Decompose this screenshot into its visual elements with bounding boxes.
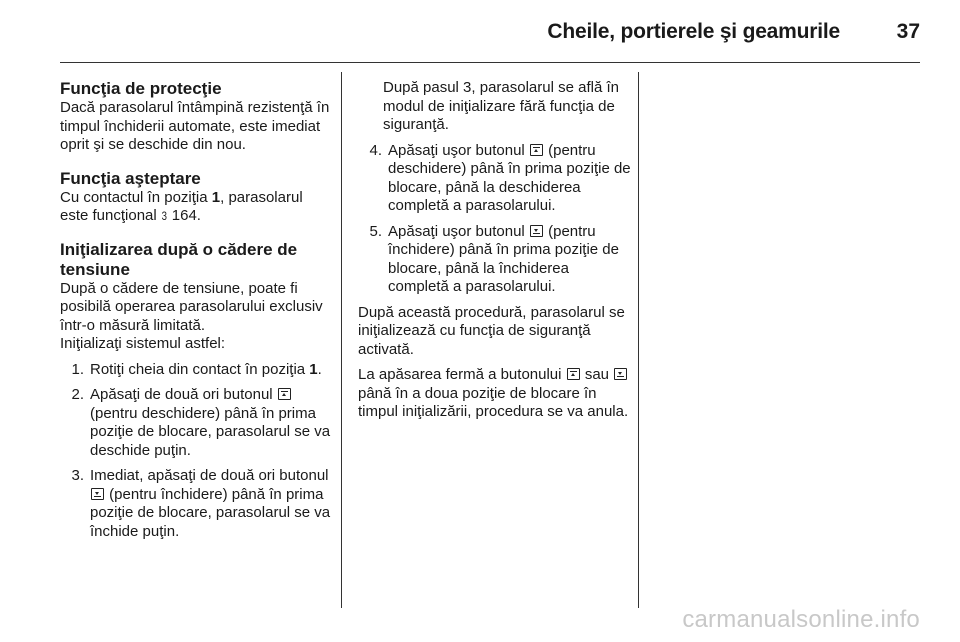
bold-position: 1 xyxy=(211,188,221,206)
list-item xyxy=(60,467,335,541)
list-item xyxy=(358,223,633,297)
header-rule xyxy=(60,62,920,63)
list-number: 4. xyxy=(369,141,382,159)
page-ref-arrow-icon: 3 xyxy=(161,209,167,223)
list-text xyxy=(90,467,335,541)
list-number: 2. xyxy=(71,386,84,403)
list-item xyxy=(60,386,335,460)
section-title-protection: Funcţia de protecţie xyxy=(60,79,222,98)
sunroof-close-button-icon xyxy=(91,488,104,500)
watermark: carmanualsonline.info xyxy=(682,606,920,633)
list-text xyxy=(90,386,335,460)
page-ref-link[interactable]: 164. xyxy=(167,207,201,224)
text-span: până în a doua poziţie de blocare în timpul iniţializării, procedura se va anula. xyxy=(358,384,629,420)
text-span: La apăsarea fermă a butonului xyxy=(358,366,566,383)
text-span: Apăsaţi uşor butonul xyxy=(388,141,529,159)
text-span: Apăsaţi uşor butonul xyxy=(388,222,529,240)
page-number: 37 xyxy=(896,20,920,43)
continuation-text: După pasul 3, parasolarul se află în modul de iniţializare fără funcţia de siguranţă. xyxy=(383,79,619,133)
header-title: Cheile, portierele şi geamurile xyxy=(547,20,840,43)
text-span: sau xyxy=(580,366,614,383)
text-span: Imediat, apăsaţi de două ori butonul xyxy=(90,467,329,484)
column-divider-1 xyxy=(341,72,342,608)
text-span: Rotiţi cheia din contact în poziţia xyxy=(90,360,310,378)
list-number: 5. xyxy=(369,222,382,240)
sunroof-open-button-icon xyxy=(278,388,291,400)
section-title-standby: Funcţia aşteptare xyxy=(60,168,201,188)
section-text-standby xyxy=(60,189,335,226)
paragraph-after-procedure: După această procedură, parasolarul se iniţializează cu funcţia de siguranţă activată. xyxy=(358,303,625,358)
sunroof-close-button-icon xyxy=(530,225,543,237)
text-span: (pentru închidere) până în prima poziţie de blocare, până la închiderea completă a parasolarului. xyxy=(388,222,619,295)
left-column xyxy=(60,79,335,541)
section-text-init-2: Iniţializaţi sistemul astfel: xyxy=(60,335,226,352)
bold-position: 1 xyxy=(309,360,318,378)
sunroof-close-button-icon xyxy=(614,368,627,380)
list-item xyxy=(60,361,335,380)
list-text xyxy=(90,361,335,380)
sunroof-open-button-icon xyxy=(567,368,580,380)
paragraph-cancel xyxy=(358,366,633,422)
text-span: . xyxy=(317,360,322,378)
list-text xyxy=(388,223,633,297)
list-number: 1. xyxy=(71,360,84,378)
list-number: 3. xyxy=(71,467,84,484)
section-text-protection: Dacă parasolarul întâmpină rezistenţă în timpul închiderii automate, este imediat oprit şi se deschide din nou. xyxy=(60,99,330,153)
text-span: , parasolarul este funcţional xyxy=(60,188,303,224)
text-span: (pentru închidere) până în prima poziţie de blocare, parasolarul se va închide puţin. xyxy=(90,485,331,540)
text-span: (pentru deschidere) până în prima poziţie de blocare, parasolarul se va deschide puţin. xyxy=(90,404,331,459)
section-title-init: Iniţializarea după o cădere de tensiune xyxy=(60,239,298,279)
text-span: (pentru deschidere) până în prima poziţie de blocare, până la deschiderea completă a parasolarului. xyxy=(388,141,631,214)
list-text xyxy=(388,142,633,216)
section-text-init: După o cădere de tensiune, poate fi posibilă operarea parasolarului exclusiv într-o măsură limitată. xyxy=(60,279,323,334)
column-divider-2 xyxy=(638,72,639,608)
list-item xyxy=(358,142,633,216)
text-span: Apăsaţi de două ori butonul xyxy=(90,386,277,403)
right-column xyxy=(358,79,633,422)
text-span: Cu contactul în poziţia xyxy=(60,188,212,206)
sunroof-open-button-icon xyxy=(530,144,543,156)
